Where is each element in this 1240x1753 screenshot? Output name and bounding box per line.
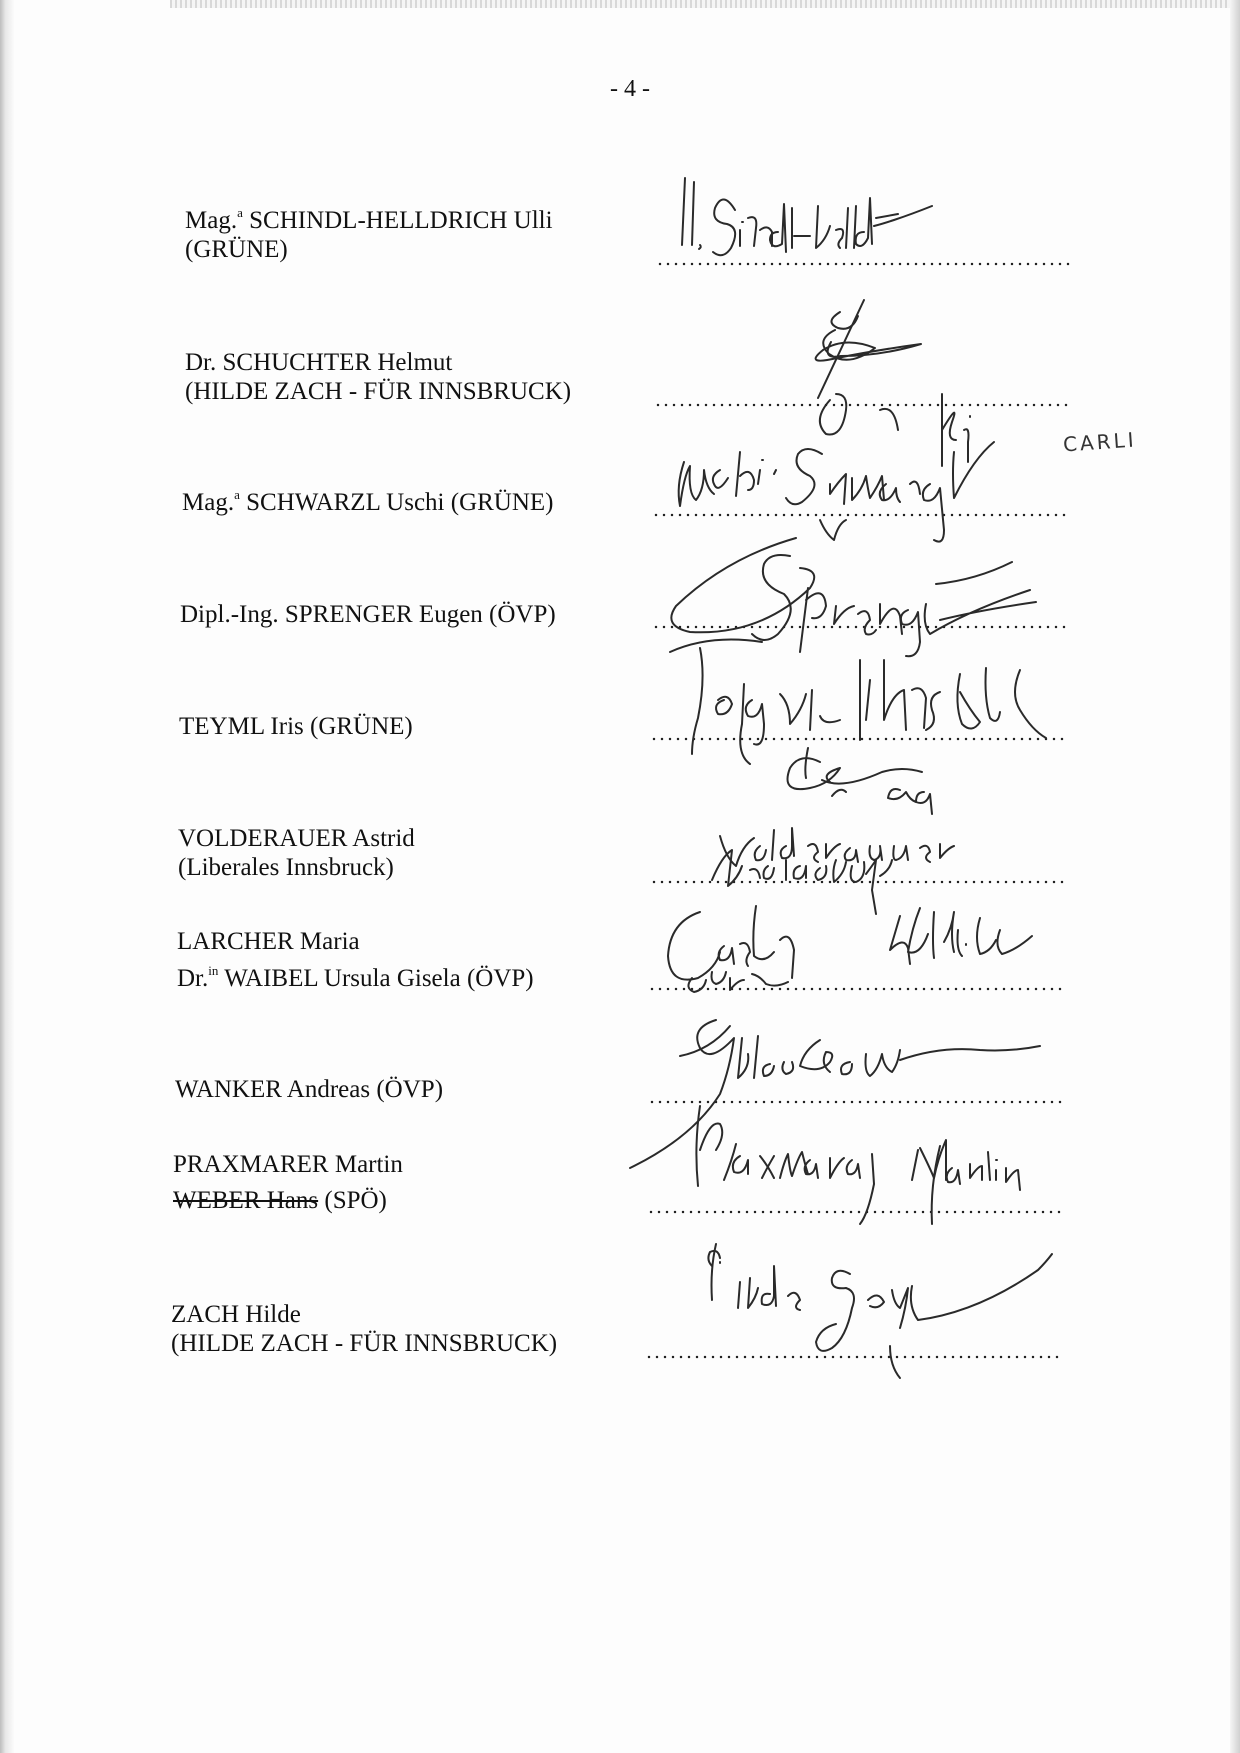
signatory-name-line: WEBER Hans (SPÖ) [173, 1187, 387, 1214]
signature-line [650, 880, 1066, 884]
signature-line [648, 1100, 1062, 1104]
signature-line [652, 625, 1070, 629]
signatory-name-line: PRAXMARER Martin [173, 1151, 403, 1178]
signatory-entry [178, 824, 415, 882]
signature-larcher [668, 906, 1032, 992]
struck-name: WEBER Hans [173, 1187, 319, 1214]
signature-schindl-helldrich [682, 178, 932, 255]
signature-wanker [630, 1020, 1040, 1168]
signatory-party: (HILDE ZACH - FÜR INNSBRUCK) [185, 378, 572, 405]
signatory-entry [175, 1075, 443, 1104]
signatory-name-line: Mag.$^a$ SCHINDL-HELLDRICH Ulli [185, 205, 553, 234]
signature-volderauer [712, 748, 954, 914]
signatory-entry [185, 206, 553, 264]
signatory-entry [177, 927, 534, 993]
signature-line [652, 513, 1070, 517]
handwritten-annotation: CARLI [1062, 427, 1138, 457]
signature-sprenger [671, 538, 1036, 656]
signatory-name-line: LARCHER Maria [177, 928, 360, 955]
signature-line [654, 403, 1072, 407]
scan-edge [1230, 0, 1240, 1753]
signatory-entry [182, 488, 554, 517]
signature-line [647, 1210, 1061, 1214]
signatory-party: (Liberales Innsbruck) [178, 854, 394, 881]
signatory-entry [180, 600, 556, 629]
signatory-entry [173, 1150, 403, 1215]
signatory-entry [179, 712, 413, 741]
signatory-name-line: Dipl.-Ing. SPRENGER Eugen (ÖVP) [180, 601, 556, 628]
signatory-name-line: Mag.$^a$ SCHWARZL Uschi (GRÜNE) [182, 487, 554, 516]
signatory-name-line: VOLDERAUER Astrid [178, 825, 415, 852]
signature-line [648, 987, 1064, 991]
signature-line [645, 1355, 1059, 1359]
signature-praxmarer [696, 1106, 1020, 1224]
signatory-name-line: Dr.$^{in}$ WAIBEL Ursula Gisela (ÖVP) [177, 963, 534, 992]
signatory-party: (GRÜNE) [185, 236, 288, 263]
signatory-name-line: Dr. SCHUCHTER Helmut [185, 349, 453, 376]
signatory-name-line: WANKER Andreas (ÖVP) [175, 1076, 444, 1103]
signature-line [656, 262, 1072, 266]
signature-schuchter [816, 300, 970, 466]
scan-edge [0, 0, 14, 1753]
signature-schwarzl [679, 442, 994, 542]
signatory-name-line: ZACH Hilde [171, 1301, 301, 1328]
signatory-party: (HILDE ZACH - FÜR INNSBRUCK) [171, 1330, 558, 1357]
signatory-name-line: TEYML Iris (GRÜNE) [179, 713, 413, 740]
signatory-entry [171, 1300, 557, 1358]
signatory-entry [185, 348, 571, 406]
scan-edge [170, 0, 1240, 8]
signature-teyml [670, 640, 1046, 764]
page-number: - 4 - [610, 76, 650, 102]
signature-line [650, 737, 1068, 741]
